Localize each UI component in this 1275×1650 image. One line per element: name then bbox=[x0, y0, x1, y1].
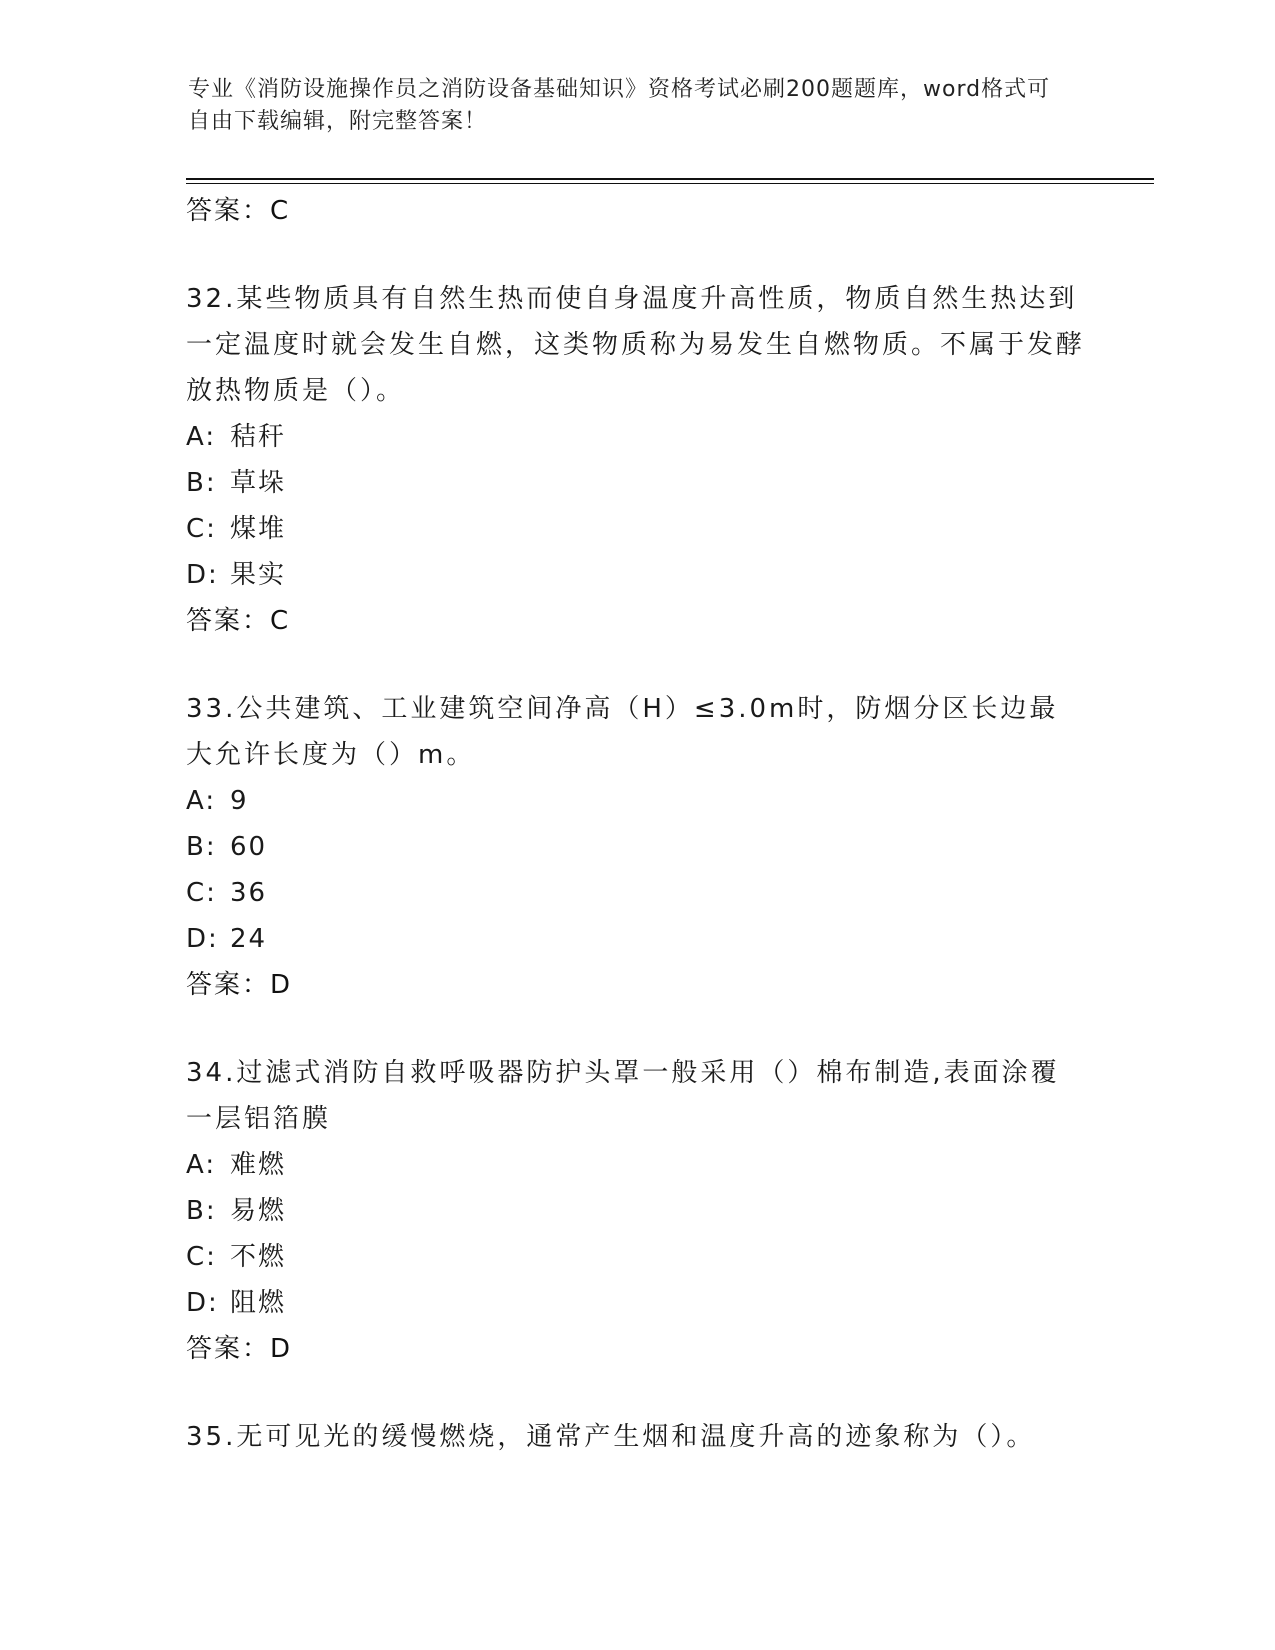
question-stem: 公共建筑、工业建筑空间净高（H）≤3.0m时，防烟分区长边最大允许长度为（）m。 bbox=[186, 694, 1059, 770]
question-number: 32. bbox=[186, 284, 237, 314]
question-text-34 bbox=[186, 1050, 1086, 1142]
answer-value: C bbox=[270, 606, 291, 636]
answer-value: D bbox=[270, 970, 293, 1000]
option-text: 阻燃 bbox=[230, 1288, 287, 1318]
option-b bbox=[186, 824, 1086, 870]
option-text: 60 bbox=[230, 832, 268, 862]
question-block-32 bbox=[186, 276, 1086, 644]
option-c bbox=[186, 1234, 1086, 1280]
option-letter: B: bbox=[186, 832, 217, 862]
option-text: 秸秆 bbox=[230, 422, 287, 452]
option-text: 煤堆 bbox=[230, 514, 287, 544]
option-d bbox=[186, 552, 1086, 598]
question-number: 35. bbox=[186, 1422, 237, 1452]
option-a bbox=[186, 414, 1086, 460]
question-number: 33. bbox=[186, 694, 237, 724]
header-divider-thin bbox=[186, 183, 1154, 184]
question-block-33 bbox=[186, 686, 1086, 1008]
answer-label: 答案： bbox=[186, 606, 271, 636]
answer-line-34 bbox=[186, 1326, 1086, 1372]
option-text: 草垛 bbox=[230, 468, 287, 498]
option-b bbox=[186, 460, 1086, 506]
option-letter: A: bbox=[186, 1150, 217, 1180]
option-text: 易燃 bbox=[230, 1196, 287, 1226]
option-text: 难燃 bbox=[230, 1150, 287, 1180]
option-b bbox=[186, 1188, 1086, 1234]
option-text: 24 bbox=[230, 924, 268, 954]
question-text-35 bbox=[186, 1414, 1086, 1460]
option-letter: D: bbox=[186, 560, 219, 590]
option-letter: B: bbox=[186, 468, 217, 498]
option-text: 不燃 bbox=[230, 1242, 287, 1272]
answer-label: 答案： bbox=[186, 196, 271, 226]
option-letter: C: bbox=[186, 514, 217, 544]
option-text: 36 bbox=[230, 878, 268, 908]
question-stem: 某些物质具有自然生热而使自身温度升高性质，物质自然生热达到一定温度时就会发生自燃，这类物质称为易发生自燃物质。不属于发酵放热物质是（）。 bbox=[186, 284, 1086, 406]
answer-label: 答案： bbox=[186, 1334, 271, 1364]
question-content bbox=[186, 188, 1086, 1460]
option-a bbox=[186, 778, 1086, 824]
question-text-32 bbox=[186, 276, 1086, 414]
option-letter: B: bbox=[186, 1196, 217, 1226]
question-number: 34. bbox=[186, 1058, 237, 1088]
answer-value: C bbox=[270, 196, 291, 226]
option-letter: A: bbox=[186, 422, 217, 452]
option-text: 9 bbox=[230, 786, 249, 816]
question-stem: 无可见光的缓慢燃烧，通常产生烟和温度升高的迹象称为（）。 bbox=[236, 1422, 1036, 1452]
document-header: 专业《消防设施操作员之消防设备基础知识》资格考试必刷200题题库，word格式可自由下载编辑，附完整答案！ bbox=[188, 77, 1051, 134]
answer-line-32 bbox=[186, 598, 1086, 644]
option-letter: D: bbox=[186, 1288, 219, 1318]
header-divider-thick bbox=[186, 178, 1154, 180]
option-c bbox=[186, 870, 1086, 916]
question-block-35 bbox=[186, 1414, 1086, 1460]
option-c bbox=[186, 506, 1086, 552]
option-a bbox=[186, 1142, 1086, 1188]
answer-label: 答案： bbox=[186, 970, 271, 1000]
question-text-33 bbox=[186, 686, 1086, 778]
question-stem: 过滤式消防自救呼吸器防护头罩一般采用（）棉布制造,表面涂覆一层铝箔膜 bbox=[186, 1058, 1060, 1134]
option-d bbox=[186, 916, 1086, 962]
option-letter: C: bbox=[186, 878, 217, 908]
option-d bbox=[186, 1280, 1086, 1326]
option-letter: C: bbox=[186, 1242, 217, 1272]
answer-line-31 bbox=[186, 188, 1086, 234]
option-letter: D: bbox=[186, 924, 219, 954]
question-block-34 bbox=[186, 1050, 1086, 1372]
answer-value: D bbox=[270, 1334, 293, 1364]
option-letter: A: bbox=[186, 786, 217, 816]
answer-line-33 bbox=[186, 962, 1086, 1008]
option-text: 果实 bbox=[230, 560, 287, 590]
